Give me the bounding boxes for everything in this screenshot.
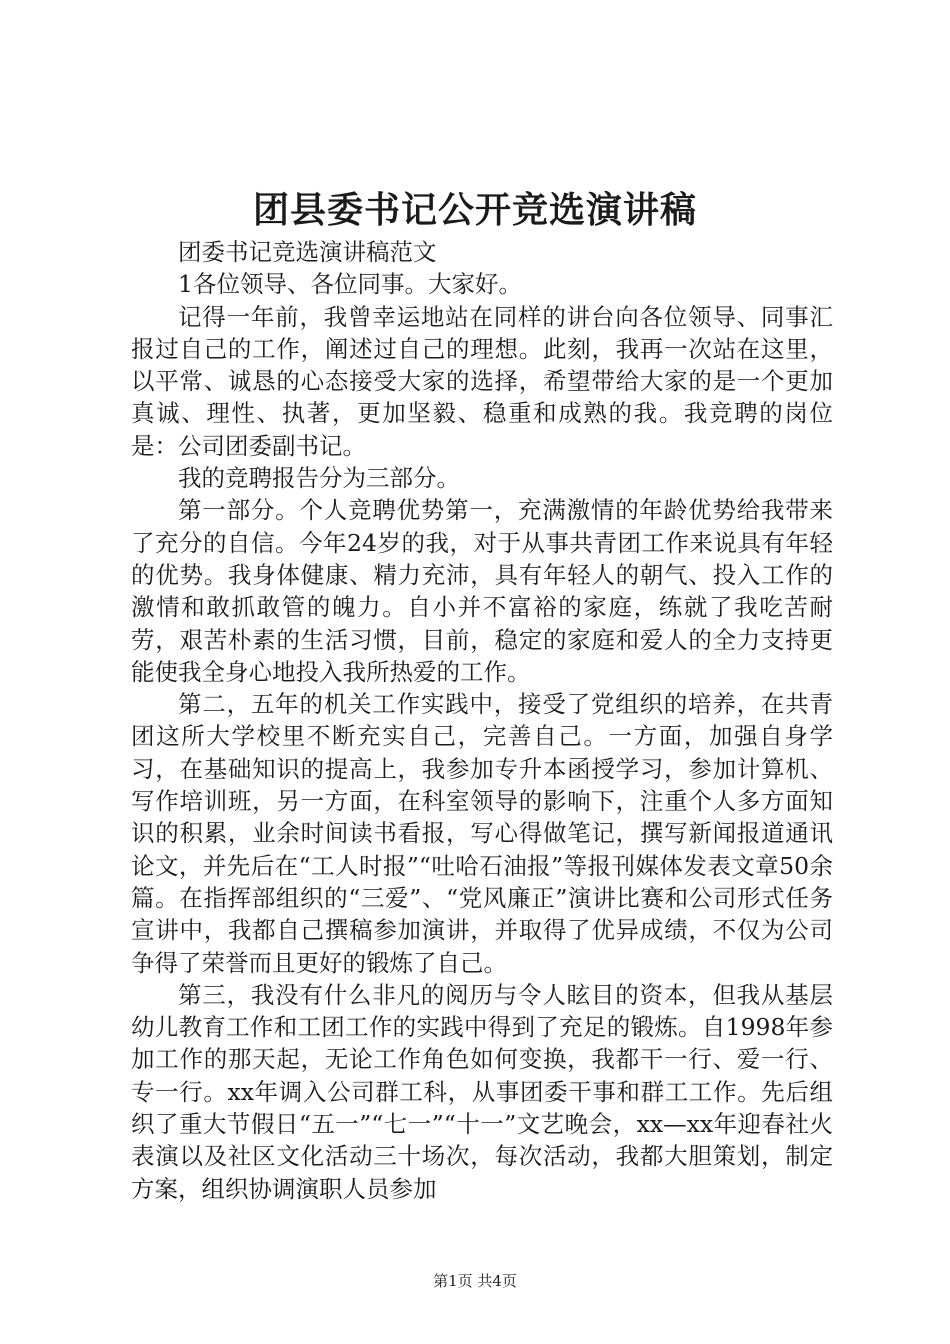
document-title: 团县委书记公开竞选演讲稿: [252, 189, 697, 231]
page-number-footer: 第1页 共4页: [433, 1272, 517, 1290]
document-body: [131, 236, 833, 1205]
paragraph: 第一部分。个人竞聘优势第一，充满激情的年龄优势给我带来了充分的自信。今年24岁的我，对于从事共青团工作来说具有年轻的优势。我身体健康、精力充沛，具有年轻人的朝气、投入工作的激情和敢抓敢管的魄力。自小并不富裕的家庭，练就了我吃苦耐劳，艰苦朴素的生活习惯，目前，稳定的家庭和爱人的全力支持更能使我全身心地投入我所热爱的工作。: [131, 496, 833, 686]
paragraph: 记得一年前，我曾幸运地站在同样的讲台向各位领导、同事汇报过自己的工作，阐述过自己的理想。此刻，我再一次站在这里，以平常、诚恳的心态接受大家的选择，希望带给大家的是一个更加真诚、理性、执著，更加坚毅、稳重和成熟的我。我竞聘的岗位是：公司团委副书记。: [131, 302, 833, 460]
paragraph: 第二，五年的机关工作实践中，接受了党组织的培养，在共青团这所大学校里不断充实自己，完善自己。一方面，加强自身学习，在基础知识的提高上，我参加专升本函授学习，参加计算机、写作培训班，另一方面，在科室领导的影响下，注重个人多方面知识的积累，业余时间读书看报，写心得做笔记，撰写新闻报道通讯论文，并先后在“工人时报”“吐哈石油报”等报刊媒体发表文章50余篇。在指挥部组织的“三爱”、“党风廉正”演讲比赛和公司形式任务宣讲中，我都自己撰稿参加演讲，并取得了优异成绩，不仅为公司争得了荣誉而且更好的锻炼了自己。: [131, 690, 833, 977]
paragraph: 第三，我没有什么非凡的阅历与令人眩目的资本，但我从基层幼儿教育工作和工团工作的实践中得到了充足的锻炼。自1998年参加工作的那天起，无论工作角色如何变换，我都干一行、爱一行、专一行。xx年调入公司群工科，从事团委干事和群工工作。先后组织了重大节假日“五一”“七一”“十一”文艺晚会，xx—xx年迎春社火表演以及社区文化活动三十场次，每次活动，我都大胆策划，制定方案，组织协调演职人员参加: [131, 980, 833, 1203]
paragraph: 我的竞聘报告分为三部分。: [178, 464, 460, 493]
paragraph: 团委书记竞选演讲稿范文: [178, 238, 437, 266]
paragraph: 1各位领导、各位同事。大家好。: [178, 270, 522, 299]
